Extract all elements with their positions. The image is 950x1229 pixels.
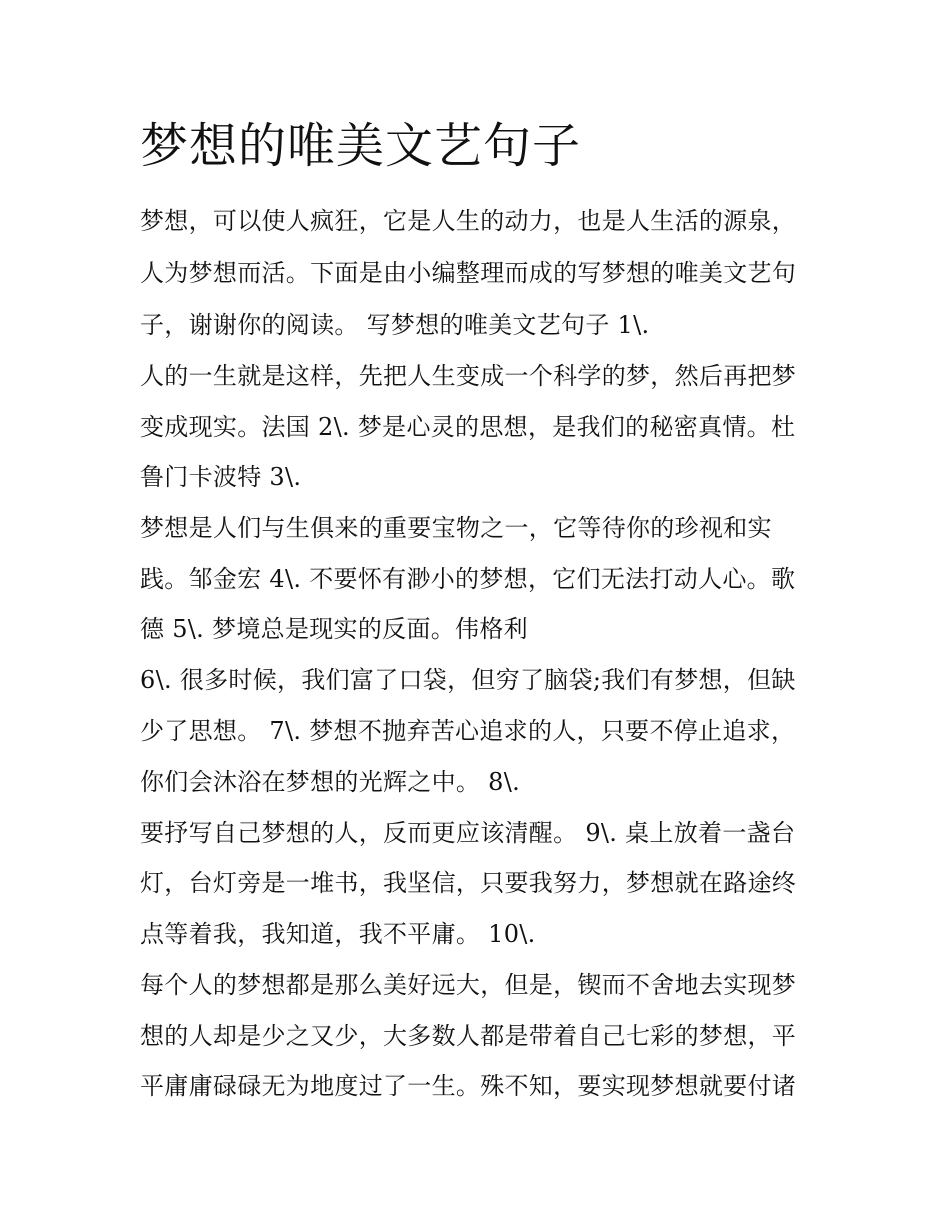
body-line: 你们会沐浴在梦想的光辉之中。 8\. [140,768,521,796]
body-line: 人的一生就是这样，先把人生变成一个科学的梦，然后再把梦 [140,362,797,390]
document-title: 梦想的唯美文艺句子 [140,118,582,174]
body-line: 点等着我，我知道，我不平庸。 10\. [140,920,536,948]
body-line: 梦想是人们与生俱来的重要宝物之一，它等待你的珍视和实 [140,514,772,542]
body-line: 少了思想。 7\. 梦想不抛弃苦心追求的人，只要不停止追求， [140,717,796,745]
body-line: 平庸庸碌碌无为地度过了一生。殊不知，要实现梦想就要付诸 [140,1072,797,1100]
body-line: 子，谢谢你的阅读。 写梦想的唯美文艺句子 1\. [140,311,650,339]
body-line: 灯，台灯旁是一堆书，我坚信，只要我努力，梦想就在路途终 [140,869,797,897]
body-line: 德 5\. 梦境总是现实的反面。伟格利 [140,615,528,643]
body-line: 要抒写自己梦想的人，反而更应该清醒。 9\. 桌上放着一盏台 [140,819,796,847]
body-line: 践。邹金宏 4\. 不要怀有渺小的梦想，它们无法打动人心。歌 [140,565,796,593]
body-line: 人为梦想而活。下面是由小编整理而成的写梦想的唯美文艺句 [140,259,797,287]
body-line: 每个人的梦想都是那么美好远大，但是，锲而不舍地去实现梦 [140,971,797,999]
body-line: 变成现实。法国 2\. 梦是心灵的思想，是我们的秘密真情。杜 [140,413,796,441]
body-line: 梦想，可以使人疯狂，它是人生的动力，也是人生活的源泉， [140,207,797,235]
body-line: 想的人却是少之又少，大多数人都是带着自己七彩的梦想，平 [140,1022,797,1050]
body-line: 6\. 很多时候，我们富了口袋，但穷了脑袋;我们有梦想，但缺 [140,666,796,694]
body-line: 鲁门卡波特 3\. [140,463,302,491]
